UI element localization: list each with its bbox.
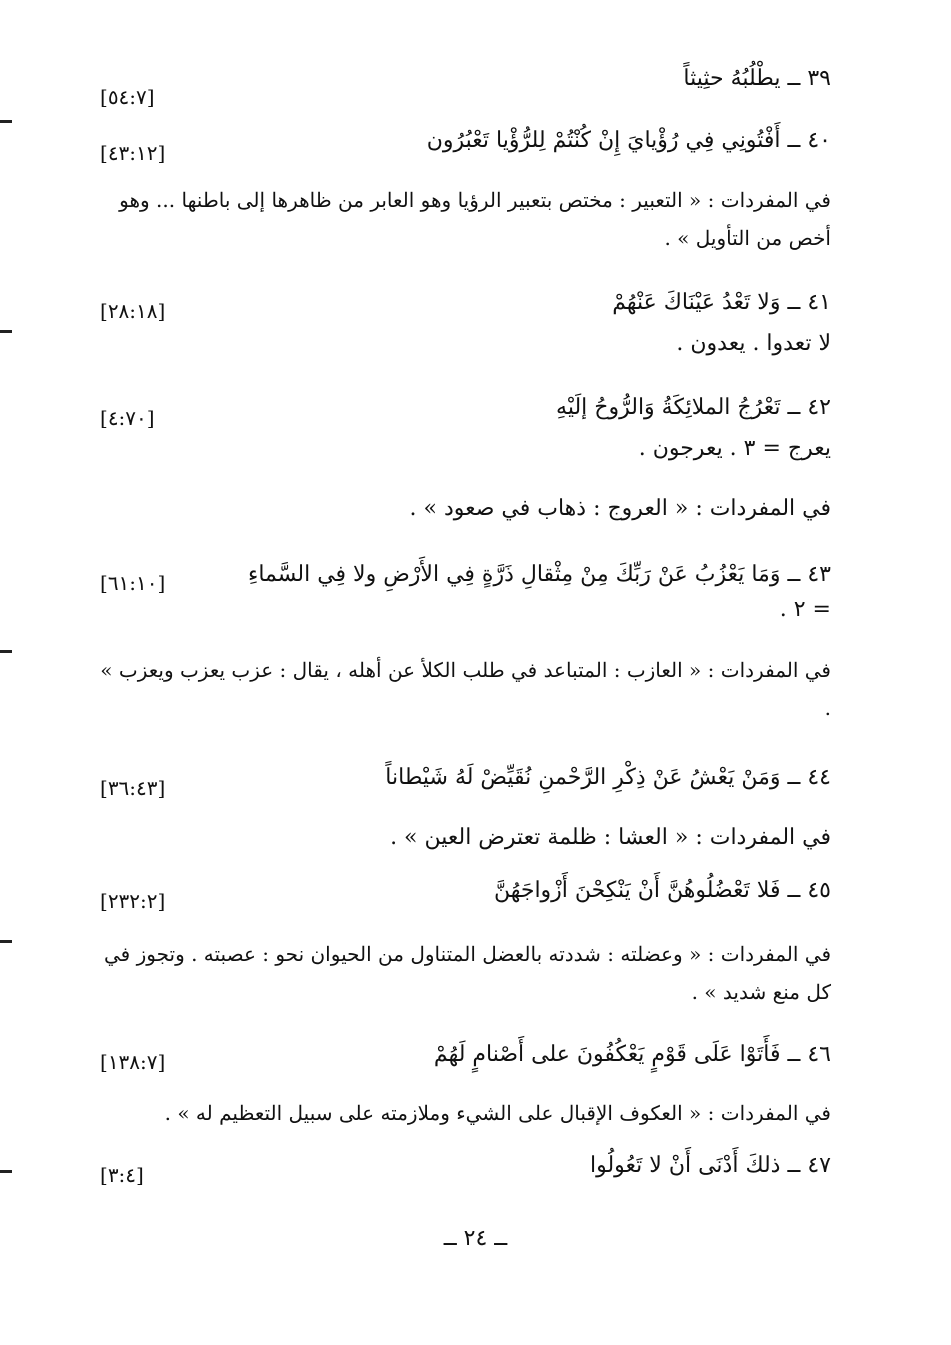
entry-44-reference: [٣٦:٤٣]: [100, 776, 166, 800]
entry-47-reference: [٣:٤]: [100, 1163, 144, 1187]
entry-42-notes: يعرج = ٣ . يعرجون .: [638, 436, 831, 461]
scan-edge-mark: [0, 940, 12, 943]
entry-39-reference: [٥٤:٧]: [100, 85, 155, 109]
entry-46-mufradat-note: في المفردات : « العكوف الإقبال على الشيء وملازمته على سبيل التعظيم له » .: [164, 1101, 831, 1125]
entry-45-mufradat-note: في المفردات : « وعضلته : شددته بالعضل المتناول من الحيوان نحو : عصبته . وتجوز في كل منع شديد » .: [104, 942, 831, 1004]
entry-45-reference: [٢٣٢:٢]: [100, 889, 166, 913]
scan-edge-mark: [0, 650, 12, 653]
entry-40-text: ٤٠ ــ أَفْتُونِي فِي رُؤْيايَ إِنْ كُنْتُمْ لِلرُّؤْيا تَعْبُرُون: [426, 128, 831, 153]
entry-43-reference: [٦١:١٠]: [100, 571, 166, 595]
entry-41-text: ٤١ ــ وَلا تَعْدُ عَيْنَاكَ عَنْهُمْ: [612, 290, 831, 315]
entry-47-text: ٤٧ ــ ذلكَ أَدْنَى أَنْ لا تَعُولُوا: [590, 1153, 831, 1178]
entry-42-mufradat-note: في المفردات : « العروج : ذهاب في صعود » .: [409, 496, 831, 521]
entry-44-text: ٤٤ ــ وَمَنْ يَعْشُ عَنْ ذِكْرِ الرَّحْمنِ نُقَيِّضْ لَهُ شَيْطاناً: [385, 765, 831, 790]
entry-42-reference: [٤:٧٠]: [100, 406, 155, 430]
scan-edge-mark: [0, 120, 12, 123]
entry-46-reference: [١٣٨:٧]: [100, 1050, 166, 1074]
entry-39-text: ٣٩ ــ يطْلُبُهُ حثِيثاً: [683, 66, 831, 91]
entry-46-text: ٤٦ ــ فَأَتَوْا عَلَى قَوْمٍ يَعْكُفُونَ على أَصْنامٍ لَهُمْ: [433, 1042, 831, 1067]
entry-44-mufradat-note: في المفردات : « العشا : ظلمة تعترض العين » .: [390, 825, 831, 850]
entry-42-text: ٤٢ ــ تَعْرُجُ الملائِكَةُ وَالرُّوحُ إلَيْهِ: [556, 395, 831, 420]
entry-41-reference: [٢٨:١٨]: [100, 299, 166, 323]
scan-edge-mark: [0, 1170, 12, 1173]
entry-43-text: ٤٣ ــ وَمَا يَعْزُبُ عَنْ رَبِّكَ مِنْ مِثْقالِ ذَرَّةٍ فِي الأَرْضِ ولا فِي السَّماءِ: [248, 562, 831, 587]
entry-43-count-note: = ٢ .: [779, 597, 831, 622]
entry-45-text: ٤٥ ــ فَلا تَعْضُلُوهُنَّ أَنْ يَنْكِحْنَ أَزْواجَهُنَّ: [493, 878, 831, 903]
scan-edge-mark: [0, 330, 12, 333]
entry-40-reference: [٤٣:١٢]: [100, 141, 166, 165]
page-number: ــ ٢٤ ــ: [443, 1226, 508, 1251]
entry-43-mufradat-note: في المفردات : « العازب : المتباعد في طلب الكلأ عن أهله ، يقال : عزب يعزب ويعزب » .: [100, 658, 831, 720]
entry-40-mufradat-note: في المفردات : « التعبير : مختص بتعبير الرؤيا وهو العابر من ظاهرها إلى باطنها ... وهو أخص من التأويل » .: [119, 188, 831, 250]
entry-41-notes: لا تعدوا . يعدون .: [676, 331, 831, 356]
